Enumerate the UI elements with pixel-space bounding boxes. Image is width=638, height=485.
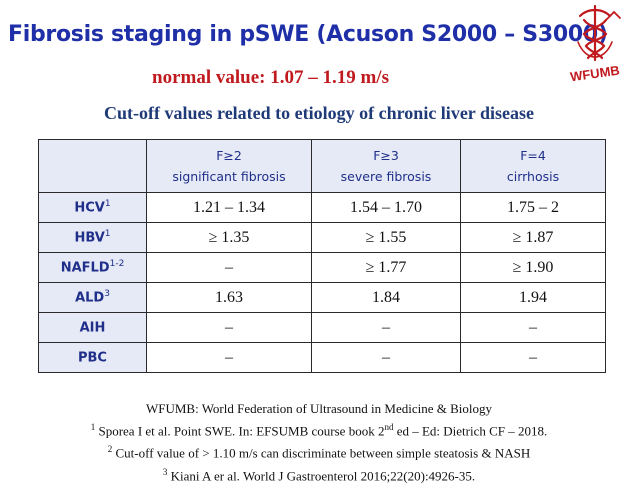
table-cell: – bbox=[312, 313, 461, 343]
table-row bbox=[39, 343, 606, 373]
table-cell: 1.94 bbox=[461, 283, 606, 313]
table-cell: 1.84 bbox=[312, 283, 461, 313]
column-stage: F≥2 bbox=[216, 147, 242, 163]
column-desc: severe fibrosis bbox=[340, 169, 432, 184]
row-label: PBC bbox=[39, 343, 147, 373]
table-cell: – bbox=[312, 343, 461, 373]
cutoff-table bbox=[38, 139, 606, 373]
table-cell: – bbox=[147, 343, 312, 373]
column-header bbox=[461, 140, 606, 193]
row-label: HCV$^1$ bbox=[39, 193, 147, 223]
row-label: ALD$^3$ bbox=[39, 283, 147, 313]
table-cell: – bbox=[147, 253, 312, 283]
footnote-3: $^3$ Kiani A er al. World J Gastroenterol 2016;22(20):4926-35. bbox=[162, 466, 476, 483]
table-cell: – bbox=[461, 313, 606, 343]
normal-value: normal value: 1.07 – 1.19 m/s bbox=[152, 67, 389, 88]
table-row bbox=[39, 193, 606, 223]
table-cell: 1.63 bbox=[147, 283, 312, 313]
table-cell: ≥ 1.90 bbox=[461, 253, 606, 283]
table-cell: ≥ 1.55 bbox=[312, 223, 461, 253]
wfumb-logo bbox=[556, 2, 634, 84]
row-label: NAFLD$^{1-2}$ bbox=[39, 253, 147, 283]
header-corner bbox=[39, 140, 147, 193]
column-desc: significant fibrosis bbox=[172, 169, 286, 184]
page-title: Fibrosis staging in pSWE (Acuson S2000 – S3000) bbox=[8, 22, 608, 47]
table-caption: Cut-off values related to etiology of chronic liver disease bbox=[104, 103, 534, 123]
footnote-2: $^2$ Cut-off value of > 1.10 m/s can discriminate between simple steatosis & NASH bbox=[107, 444, 531, 461]
column-stage: F=4 bbox=[520, 147, 546, 163]
table-row bbox=[39, 313, 606, 343]
logo-text: WFUMB bbox=[569, 62, 621, 84]
row-label: HBV$^1$ bbox=[39, 223, 147, 253]
column-header bbox=[147, 140, 312, 193]
table-cell: 1.54 – 1.70 bbox=[312, 193, 461, 223]
table-row bbox=[39, 253, 606, 283]
table-header-row bbox=[39, 140, 606, 193]
column-header bbox=[312, 140, 461, 193]
row-label: AIH bbox=[39, 313, 147, 343]
table-cell: 1.21 – 1.34 bbox=[147, 193, 312, 223]
table-cell: – bbox=[461, 343, 606, 373]
column-desc: cirrhosis bbox=[506, 169, 560, 184]
column-stage: F≥3 bbox=[373, 147, 399, 163]
footnotes bbox=[0, 400, 638, 485]
table-cell: ≥ 1.77 bbox=[312, 253, 461, 283]
table-row bbox=[39, 223, 606, 253]
table-cell: 1.75 – 2 bbox=[461, 193, 606, 223]
table-cell: ≥ 1.87 bbox=[461, 223, 606, 253]
caduceus-icon bbox=[578, 6, 620, 60]
footnote-wfumb: WFUMB: World Federation of Ultrasound in Medicine & Biology bbox=[145, 401, 493, 416]
table-row bbox=[39, 283, 606, 313]
table-cell: ≥ 1.35 bbox=[147, 223, 312, 253]
footnote-1: $^1$ Sporea I et al. Point SWE. In: EFSUMB course book 2nd ed – Ed: Dietrich CF – 2018. bbox=[90, 422, 548, 439]
table-cell: – bbox=[147, 313, 312, 343]
